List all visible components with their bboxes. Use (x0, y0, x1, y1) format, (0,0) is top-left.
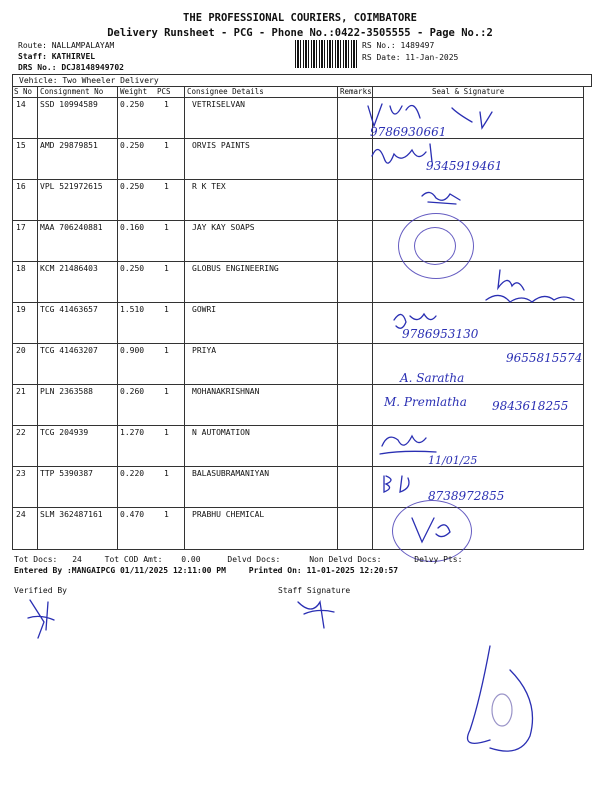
footer-entry (14, 566, 398, 575)
staff-label: Staff: (18, 52, 47, 61)
row-consignment: MAA 706240881 (40, 223, 103, 232)
signature-stroke (412, 518, 450, 542)
row-consignment: KCM 21486403 (40, 264, 98, 273)
staff-value: KATHIRVEL (51, 52, 96, 61)
row-sno: 19 (16, 305, 26, 314)
row-consignment: TCG 204939 (40, 428, 89, 437)
header-sno: S No (14, 87, 33, 96)
handwritten-name: M. Premlatha (384, 395, 467, 409)
non-delvd-docs-label: Non Delvd Docs: (309, 555, 382, 564)
col-line (117, 86, 118, 550)
handwritten-phone: 9786930661 (370, 125, 447, 139)
row-weight: 0.470 (120, 510, 145, 519)
runsheet-subtitle: Delivery Runsheet - PCG - Phone No.:0422-3505555 - Page No.:2 (107, 27, 493, 39)
handwritten-phone: 8738972855 (428, 489, 505, 503)
row-consignee: GLOBUS ENGINEERING (192, 264, 279, 273)
row-sno: 14 (16, 100, 26, 109)
footer-totals (14, 555, 462, 564)
row-weight: 0.250 (120, 100, 145, 109)
row-weight: 0.900 (120, 346, 145, 355)
row-sno: 16 (16, 182, 26, 191)
header-consignee: Consignee Details (187, 87, 264, 96)
row-weight: 0.250 (120, 264, 145, 273)
vehicle-label: Vehicle: (19, 76, 58, 85)
row-sno: 21 (16, 387, 26, 396)
drs-value: DCJ8148949702 (61, 63, 124, 72)
row-pcs: 1 (164, 100, 169, 109)
vehicle-value: Two Wheeler Delivery (62, 76, 159, 85)
handwritten-name: A. Saratha (400, 371, 465, 385)
verified-by-signature (20, 594, 70, 644)
rs-no-line (362, 41, 434, 50)
row-consignee: PRIYA (192, 346, 217, 355)
seal-stamp-inner (414, 227, 456, 265)
row-consignment: TTP 5390387 (40, 469, 93, 478)
col-line (583, 86, 584, 550)
verified-by-label: Verified By (14, 586, 67, 595)
row-pcs: 1 (164, 346, 169, 355)
header-signature: Seal & Signature (432, 87, 505, 96)
row-line (12, 261, 584, 262)
route-value: NALLAMPALAYAM (51, 41, 115, 50)
row-weight: 0.220 (120, 469, 145, 478)
printed-on-label: Printed On: (248, 566, 302, 575)
row-weight: 0.160 (120, 223, 145, 232)
rs-date-value: 11-Jan-2025 (405, 53, 459, 62)
tot-docs-label: Tot Docs: (14, 555, 58, 564)
staff-signature-label: Staff Signature (278, 586, 351, 595)
signature-row-14 (360, 92, 510, 140)
row-consignment: PLN 2363588 (40, 387, 93, 396)
row-sno: 22 (16, 428, 26, 437)
signature-row-22 (378, 428, 488, 472)
signature-row-16 (420, 186, 470, 206)
row-sno: 20 (16, 346, 26, 355)
signature-row-23 (380, 470, 550, 510)
row-pcs: 1 (164, 305, 169, 314)
row-sno: 24 (16, 510, 26, 519)
drs-label: DRS No.: (18, 63, 57, 72)
signature-stroke (422, 192, 460, 204)
signature-stroke (372, 144, 432, 163)
staff-signature-mark (290, 592, 350, 636)
signature-stroke (298, 602, 334, 628)
handwritten-date: 11/01/25 (428, 454, 478, 467)
row-consignment: AMD 29879851 (40, 141, 98, 150)
rs-date-line (362, 53, 458, 62)
tot-docs-value: 24 (72, 555, 82, 564)
header-consignment: Consignment No (40, 87, 104, 96)
row-line (12, 425, 584, 426)
row-consignee: BALASUBRAMANIYAN (192, 469, 270, 478)
company-title: THE PROFESSIONAL COURIERS, COIMBATORE (183, 12, 417, 24)
rs-no-value: 1489497 (400, 41, 435, 50)
header-pcs: PCS (157, 87, 171, 96)
row-pcs: 1 (164, 469, 169, 478)
row-pcs: 1 (164, 264, 169, 273)
corner-scribble (450, 640, 560, 760)
signature-stroke (468, 646, 533, 751)
row-weight: 1.270 (120, 428, 145, 437)
row-pcs: 1 (164, 428, 169, 437)
tot-cod-value: 0.00 (181, 555, 201, 564)
rs-no-label: RS No.: (362, 41, 396, 50)
signature-stroke (384, 476, 409, 492)
row-consignee: N AUTOMATION (192, 428, 250, 437)
row-consignee: R K TEX (192, 182, 226, 191)
row-consignee: MOHANAKRISHNAN (192, 387, 260, 396)
col-line (12, 86, 13, 550)
row-weight: 0.260 (120, 387, 145, 396)
row-weight: 1.510 (120, 305, 145, 314)
entered-by-value: MANGAIPCG 01/11/2025 12:11:00 PM (71, 566, 226, 575)
row-pcs: 1 (164, 510, 169, 519)
tot-cod-label: Tot COD Amt: (104, 555, 163, 564)
row-consignment: TCG 41463207 (40, 346, 98, 355)
delvy-pts-label: Delvy Pts: (414, 555, 463, 564)
signature-stroke (380, 436, 436, 454)
row-line (12, 549, 584, 550)
entered-by-label: Entered By : (14, 566, 72, 575)
row-sno: 15 (16, 141, 26, 150)
row-sno: 18 (16, 264, 26, 273)
row-consignee: PRABHU CHEMICAL (192, 510, 265, 519)
row-consignment: SSD 10994589 (40, 100, 98, 109)
row-line (12, 466, 584, 467)
row-consignment: VPL 521972615 (40, 182, 103, 191)
delvd-docs-label: Delvd Docs: (227, 555, 281, 564)
col-line (37, 86, 38, 550)
handwritten-phone: 9786953130 (402, 327, 479, 341)
signature-stroke (486, 270, 574, 302)
col-line (337, 86, 338, 550)
row-sno: 23 (16, 469, 26, 478)
rs-date-label: RS Date: (362, 53, 401, 62)
faint-stamp (492, 694, 512, 726)
col-line (184, 86, 185, 550)
staff-line (18, 52, 95, 61)
row-line (12, 220, 584, 221)
signature-stroke (28, 600, 54, 638)
row-sno: 17 (16, 223, 26, 232)
row-pcs: 1 (164, 141, 169, 150)
row-consignment: TCG 41463657 (40, 305, 98, 314)
handwritten-phone: 9843618255 (492, 399, 569, 413)
row-weight: 0.250 (120, 182, 145, 191)
row-consignment: SLM 362487161 (40, 510, 103, 519)
row-pcs: 1 (164, 387, 169, 396)
handwritten-phone: 9655815574 (506, 351, 583, 365)
row-consignee: JAY KAY SOAPS (192, 223, 255, 232)
row-pcs: 1 (164, 223, 169, 232)
route-line (18, 41, 114, 50)
route-label: Route: (18, 41, 47, 50)
row-consignee: VETRISELVAN (192, 100, 245, 109)
row-weight: 0.250 (120, 141, 145, 150)
header-weight: Weight (120, 87, 148, 96)
header-remarks: Remarks (340, 87, 372, 96)
drs-line (18, 63, 124, 72)
signature-row-20 (396, 346, 586, 388)
signature-row-21 (384, 388, 584, 418)
row-pcs: 1 (164, 182, 169, 191)
row-consignee: GOWRI (192, 305, 217, 314)
row-consignee: ORVIS PAINTS (192, 141, 250, 150)
signature-row-24 (406, 510, 466, 550)
barcode (295, 40, 357, 68)
signature-row-19 (388, 304, 508, 348)
printed-on-value: 11-01-2025 12:20:57 (306, 566, 399, 575)
handwritten-phone: 9345919461 (426, 159, 503, 173)
signature-row-15 (368, 140, 548, 180)
